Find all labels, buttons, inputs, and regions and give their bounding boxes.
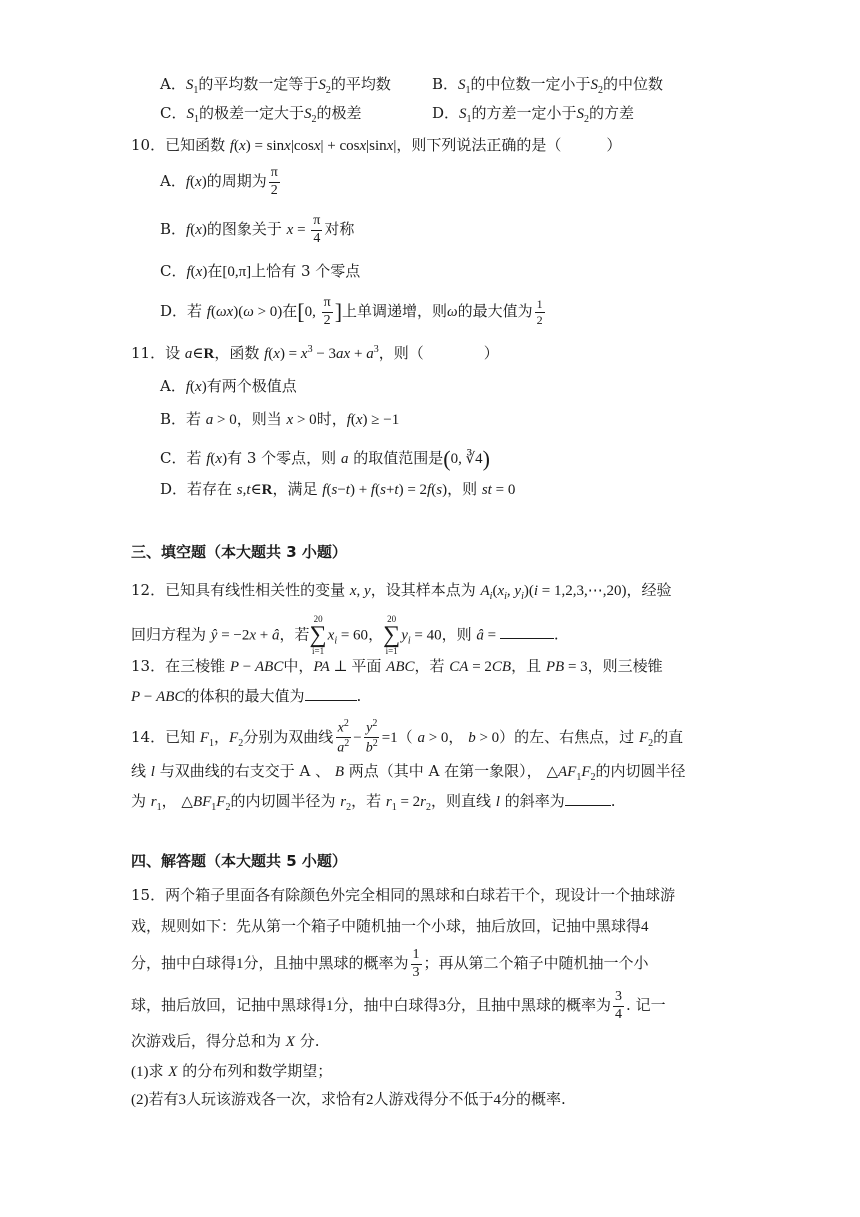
q11-stem: 11．设 a∈R，函数 $f(x) = x^3 - 3ax + a^3$，则（ ）: [131, 344, 499, 362]
q13-line-2: P − ABC的体积的最大值为 .: [131, 687, 362, 705]
q10-option-a: A．f(x)的周期为 $\frac{\pi}{2}$: [160, 165, 278, 198]
q14-line-1: 14．已知 $F_1$，$F_2$分别为双曲线 $\frac{x^2}{a^2}$ − $\frac{y^2}{b^2}$ =1（ a > 0， b > 0）的左、右焦点，过 $F_2$的直: [131, 718, 684, 756]
q11-option-d: D．若存在 s,t∈R，满足 f(s−t) + f(s+t) = 2f(s)，则 st = 0: [160, 480, 516, 498]
q10-option-b: B．f(x)的图象关于 x = $\frac{\pi}{4}$ 对称: [160, 213, 355, 246]
section-4-heading: 四、解答题（本大题共 5 小题）: [131, 852, 347, 870]
q9-option-c: C．$S_1$的极差一定大于$S_2$的极差: [160, 104, 362, 125]
q15-part-1: (1)求 X 的分布列和数学期望；: [131, 1062, 333, 1080]
q15-part-2: (2)若有3人玩该游戏各一次，求恰有2人游戏得分不低于4分的概率.: [131, 1090, 566, 1108]
q9-option-d: D．$S_1$的方差一定小于$S_2$的方差: [432, 104, 635, 125]
q15-line-2: 戏，规则如下：先从第一个箱子中随机抽一个小球，抽后放回，记抽中黑球得4: [131, 917, 649, 935]
q14-line-3: 为 $r_1$， $\triangle BF_1F_2$的内切圆半径为 $r_2$，若 $r_1 = 2r_2$，则直线 l 的斜率为 .: [131, 792, 616, 813]
q15-line-1: 15．两个箱子里面各有除颜色外完全相同的黑球和白球若干个，现设计一个抽球游: [131, 886, 676, 904]
q13-line-1: 13．在三棱锥 P − ABC中，PA ⊥ 平面 ABC，若 CA = 2CB，且 PB = 3，则三棱锥: [131, 657, 663, 675]
q15-line-4: 球，抽后放回，记抽中黑球得1分，抽中白球得3分，且抽中黑球的概率为 $\frac{3}{4}$ . 记一: [131, 989, 666, 1022]
q10-option-c: C．f(x)在[0,π]上恰有 3 个零点: [160, 262, 361, 280]
q9-option-a: A．$S_1$的平均数一定等于$S_2$的平均数: [160, 75, 391, 96]
q15-line-5: 次游戏后，得分总和为 X 分.: [131, 1032, 320, 1050]
q12-line-1: 12．已知具有线性相关性的变量 x, y，设其样本点为 $A_i(x_i$, $y_i)(i$ = 1,2,3,⋯,20)，经验: [131, 581, 672, 602]
q10-stem: 10．已知函数 f(x) = sinx|cosx| + cosx|sinx|，则下列说法正确的是（ ）: [131, 136, 622, 154]
q15-line-3: 分，抽中白球得1分，且抽中黑球的概率为 $\frac{1}{3}$ ；再从第二个箱子中随机抽一个小: [131, 947, 649, 980]
q10-option-d: D．若 f(ωx)(ω > 0)在[0, $\frac{\pi}{2}$ ]上单调递增，则ω的最大值为 $\frac{1}{2}$: [160, 295, 543, 328]
q11-option-c: C．若 f(x)有 3 个零点，则 a 的取值范围是(0, ∛4): [160, 446, 490, 471]
section-3-heading: 三、填空题（本大题共 3 小题）: [131, 543, 347, 561]
q12-line-2: 回归方程为 ŷ = −2x + â，若 20 ∑ i=1 $x_i = 60$， 20 ∑ i=1 $y_i = 40$，则 â = .: [131, 614, 559, 656]
q11-option-b: B．若 a > 0，则当 x > 0时，f(x) ≥ −1: [160, 410, 400, 428]
q9-option-b: B．$S_1$的中位数一定小于$S_2$的中位数: [432, 75, 664, 96]
q11-option-a: A．f(x)有两个极值点: [160, 377, 297, 395]
q14-line-2: 线 l 与双曲线的右支交于 A 、 B 两点（其中 A 在第一象限）， $\triangle AF_1F_2$的内切圆半径: [131, 762, 686, 783]
